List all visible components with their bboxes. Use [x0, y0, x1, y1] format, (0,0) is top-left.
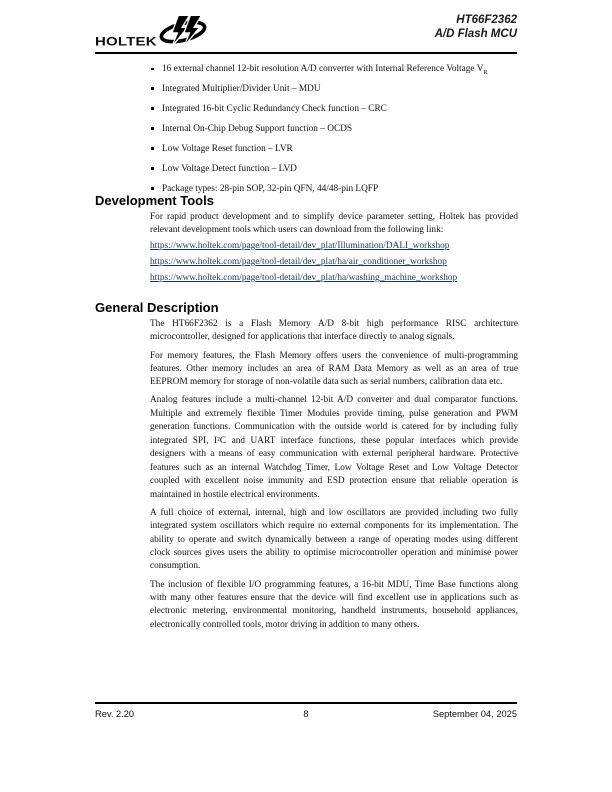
feature-list	[150, 64, 518, 204]
holtek-lightning-icon	[159, 14, 207, 48]
download-link-line	[150, 257, 518, 268]
download-link-line	[150, 273, 518, 284]
revision-label: Rev. 2.20	[95, 709, 135, 719]
general-description-heading: General Description	[95, 300, 219, 315]
page-header	[95, 10, 517, 54]
feature-item	[150, 104, 518, 118]
description-paragraph: The HT66F2362 is a Flash Memory A/D 8-bit high performance RISC architecture microcontroller, designed for applications that interface directly to analog signals.	[150, 319, 518, 343]
tool-download-link[interactable]: https://www.holtek.com/page/tool-detail/dev_plat/Illumination/DALI_workshop	[150, 241, 450, 251]
feature-item	[150, 84, 518, 98]
feature-text: Integrated Multiplier/Divider Unit – MDU	[162, 83, 321, 94]
description-paragraph: For memory features, the Flash Memory offers users the convenience of multi-programming features. Other memory includes an area of RAM Data Memory as well as an area of true EEPROM memory for storage of non-volatile data such as serial numbers, calibration data etc.	[150, 350, 518, 388]
feature-item	[150, 124, 518, 138]
description-paragraph: The inclusion of flexible I/O programming features, a 16-bit MDU, Time Base functions along with many other features ensure that the device will find excellent use in applications such as electronic metering, environmental monitoring, handheld instruments, household appliances, electronically controlled tools, motor driving in addition to many others.	[150, 579, 518, 630]
development-tools-heading: Development Tools	[95, 193, 214, 208]
feature-item	[150, 64, 518, 78]
feature-subscript: R	[483, 68, 488, 76]
part-subtitle: A/D Flash MCU	[434, 27, 517, 40]
holtek-logo	[95, 14, 207, 48]
feature-text: Package types: 28-pin SOP, 32-pin QFN, 44/48-pin LQFP	[162, 183, 379, 194]
description-paragraph: A full choice of external, internal, high and low oscillators are provided including two fully integrated system oscillators which require no external components for its implementation. The ability to operate and switch dynamically between a range of operating modes using different clock sources gives users the ability to optimise microcontroller operation and minimise power consumption.	[150, 507, 518, 572]
tool-download-link[interactable]: https://www.holtek.com/page/tool-detail/dev_plat/ha/air_conditioner_workshop	[150, 257, 447, 267]
part-number: HT66F2362	[456, 14, 517, 26]
holtek-logo-text: HOLTEK	[95, 34, 157, 49]
general-description-body	[150, 318, 518, 637]
page-number: 8	[303, 709, 309, 719]
download-link-line	[150, 241, 518, 252]
description-paragraph: Analog features include a multi-channel 12-bit A/D converter and dual comparator functions. Multiple and extremely flexible Timer Modules provide timing, pulse generation and PWM generation functions. Communication with the outside world is catered for by including fully integrated SPI, I²C and UART interface functions, these popular interfaces which provide designers with a means of easy communication with external peripheral hardware. Protective features such as an internal Watchdog Timer, Low Voltage Reset and Low Voltage Detector coupled with excellent noise immunity and ESD protection ensure that reliable operation is maintained in hostile electrical environments.	[150, 395, 518, 500]
tool-download-link[interactable]: https://www.holtek.com/page/tool-detail/dev_plat/ha/washing_machine_workshop	[150, 273, 458, 283]
feature-text: Integrated 16-bit Cyclic Redundancy Check function – CRC	[162, 103, 387, 114]
feature-text: Internal On-Chip Debug Support function – OCDS	[162, 123, 353, 134]
feature-text: Low Voltage Detect function – LVD	[162, 163, 297, 174]
feature-text: Low Voltage Reset function – LVR	[162, 143, 293, 154]
feature-text: 16 external channel 12-bit resolution A/D converter with Internal Reference Voltage V	[162, 64, 484, 74]
footer-rule	[95, 702, 517, 704]
download-links	[150, 241, 518, 289]
document-title	[435, 14, 517, 41]
feature-item	[150, 144, 518, 158]
date-label: September 04, 2025	[432, 709, 517, 719]
feature-item	[150, 164, 518, 178]
development-tools-intro: For rapid product development and to simplify device parameter setting, Holtek has provided relevant development tools which users can download from the following link:	[150, 212, 518, 236]
